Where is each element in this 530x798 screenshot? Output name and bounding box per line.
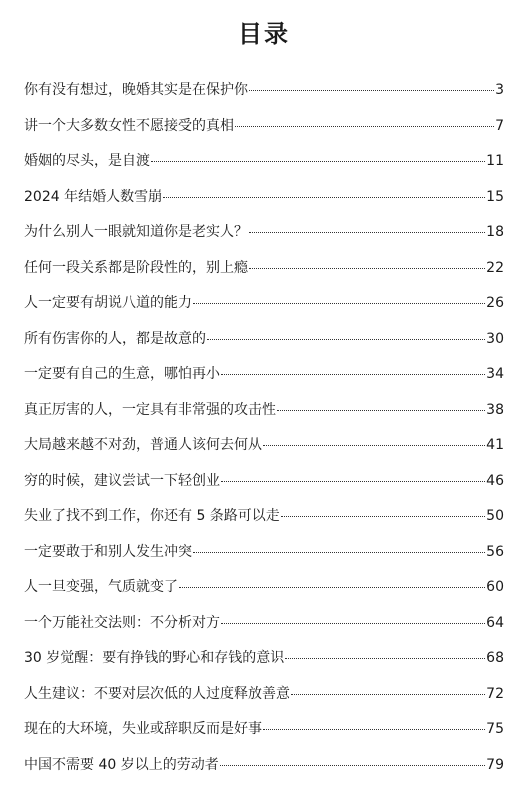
- toc-entry-page-number: 15: [486, 188, 504, 205]
- toc-entry[interactable]: [24, 613, 504, 649]
- toc-entry-title: 中国不需要 40 岁以上的劳动者: [24, 756, 219, 773]
- toc-entry[interactable]: [24, 187, 504, 223]
- toc-entry-page-number: 11: [486, 153, 504, 169]
- toc-entry-page-number: 72: [486, 685, 504, 702]
- toc-entry-page-number: 79: [486, 756, 504, 773]
- toc-entry-page-number: 3: [495, 82, 504, 98]
- dot-leader: [263, 729, 485, 730]
- toc-entry-title: 人一定要有胡说八道的能力: [24, 295, 192, 311]
- toc-entry[interactable]: [24, 471, 504, 507]
- toc-entry-page-number: 26: [486, 295, 504, 311]
- page-title: 目录: [238, 20, 290, 48]
- toc-entry[interactable]: [24, 293, 504, 329]
- dot-leader: [277, 410, 485, 411]
- toc-entry-page-number: 34: [486, 366, 504, 382]
- toc-entry-page-number: 30: [486, 330, 504, 347]
- toc-entry-title: 大局越来越不对劲，普通人该何去何从: [24, 437, 262, 453]
- toc-entry[interactable]: [24, 222, 504, 258]
- toc-entry[interactable]: [24, 80, 504, 116]
- dot-leader: [221, 623, 485, 624]
- toc-entry[interactable]: [24, 435, 504, 471]
- toc-entry-page-number: 46: [486, 472, 504, 489]
- toc-entry-page-number: 68: [486, 650, 504, 666]
- toc-entry-page-number: 50: [486, 508, 504, 524]
- toc-entry[interactable]: [24, 364, 504, 400]
- dot-leader: [291, 694, 485, 695]
- toc-entry-title: 30 岁觉醒：要有挣钱的野心和存钱的意识: [24, 650, 285, 666]
- toc-entry[interactable]: [24, 329, 504, 365]
- dot-leader: [281, 516, 485, 517]
- toc-entry[interactable]: [24, 151, 504, 187]
- toc-entry-title: 失业了找不到工作，你还有 5 条路可以走: [24, 508, 280, 524]
- dot-leader: [263, 445, 485, 446]
- toc-entry-title: 人一旦变强，气质就变了: [24, 579, 178, 595]
- toc-entry-page-number: 7: [495, 117, 504, 134]
- toc-entry-title: 穷的时候，建议尝试一下轻创业: [24, 472, 220, 489]
- toc-entry-title: 一定要敢于和别人发生冲突: [24, 543, 192, 560]
- toc-entry-page-number: 41: [486, 437, 504, 453]
- toc-entry-title: 任何一段关系都是阶段性的，别上瘾: [24, 259, 248, 276]
- toc-entry-title: 真正厉害的人，一定具有非常强的攻击性: [24, 401, 276, 418]
- dot-leader: [285, 658, 485, 659]
- toc-entry[interactable]: [24, 258, 504, 294]
- toc-entry[interactable]: [24, 542, 504, 578]
- dot-leader: [193, 552, 485, 553]
- dot-leader: [221, 374, 485, 375]
- toc-entry[interactable]: [24, 755, 504, 791]
- toc-entry-title: 2024 年结婚人数雪崩: [24, 188, 163, 205]
- toc-entry-page-number: 56: [486, 543, 504, 560]
- toc-entry[interactable]: [24, 577, 504, 613]
- toc-entry-page-number: 60: [486, 579, 504, 595]
- dot-leader: [220, 765, 485, 766]
- dot-leader: [249, 232, 485, 233]
- toc-entry-title: 人生建议：不要对层次低的人过度释放善意: [24, 685, 290, 702]
- toc-entry[interactable]: [24, 116, 504, 152]
- dot-leader: [249, 90, 494, 91]
- dot-leader: [193, 303, 485, 304]
- toc-entry-page-number: 18: [486, 224, 504, 240]
- toc-entry[interactable]: [24, 506, 504, 542]
- dot-leader: [179, 587, 485, 588]
- dot-leader: [235, 126, 494, 127]
- table-of-contents: [24, 80, 504, 790]
- toc-entry-page-number: 64: [486, 614, 504, 631]
- dot-leader: [221, 481, 485, 482]
- toc-entry-title: 一个万能社交法则：不分析对方: [24, 614, 220, 631]
- toc-entry-title: 讲一个大多数女性不愿接受的真相: [24, 117, 234, 134]
- toc-entry-title: 现在的大环境，失业或辞职反而是好事: [24, 721, 262, 737]
- toc-entry-page-number: 38: [486, 401, 504, 418]
- toc-entry[interactable]: [24, 648, 504, 684]
- dot-leader: [249, 268, 485, 269]
- toc-entry[interactable]: [24, 719, 504, 755]
- toc-entry-page-number: 75: [486, 721, 504, 737]
- dot-leader: [207, 339, 485, 340]
- toc-entry-title: 一定要有自己的生意，哪怕再小: [24, 366, 220, 382]
- toc-entry[interactable]: [24, 684, 504, 720]
- toc-entry-title: 你有没有想过，晚婚其实是在保护你: [24, 82, 248, 98]
- toc-entry[interactable]: [24, 400, 504, 436]
- toc-entry-page-number: 22: [486, 259, 504, 276]
- toc-entry-title: 所有伤害你的人，都是故意的: [24, 330, 206, 347]
- dot-leader: [163, 197, 485, 198]
- dot-leader: [151, 161, 485, 162]
- toc-entry-title: 为什么别人一眼就知道你是老实人？: [24, 224, 248, 240]
- toc-entry-title: 婚姻的尽头，是自渡: [24, 153, 150, 169]
